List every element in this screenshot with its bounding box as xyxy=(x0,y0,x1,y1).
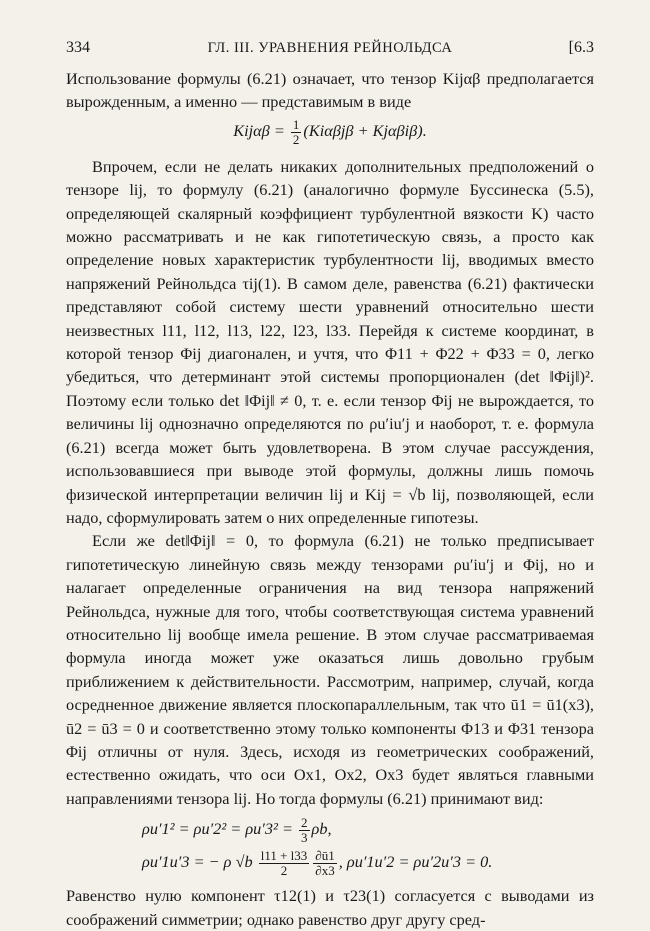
formula1-fraction xyxy=(291,118,302,147)
formula2-row2-fraction-2 xyxy=(313,849,336,878)
formula2-row-1 xyxy=(142,816,594,845)
section-number: [6.3 xyxy=(568,39,594,56)
paragraph-4: Равенство нулю компонент τ12(1) и τ23(1) согласуется с выводами из соображений симметрии; однако равенство друг другу сред- xyxy=(66,886,594,929)
formula2-row1-rhs: ρb, xyxy=(311,819,332,839)
formula-tensor-k xyxy=(66,118,594,147)
paragraph-3: Если же det‖Φij‖ = 0, то формула (6.21) не только предписывает гипотетическую линейную связь между тензорами ρu′iu′j и Φij, но и налагает определенные ограничения на вид тензора напряжений Рейнольдса, нужные для того, чтобы соответствующая система уравнений относительно lij вообще имела решение. В этом случае рассматриваемая формула иногда может уже оказаться лишь довольно грубым приближением к действительности. Рассмотрим, например, случай, когда осредненное движение является плоскопараллельным, так что ū1 = ū1(x3), ū2 = ū3 = 0 и соответственно этому только компоненты Φ13 и Φ31 тензора Φij отличны от нуля. Здесь, исходя из геометрических соображений, естественно ожидать, что оси Ox1, Ox2, Ox3 будет являться главными направлениями тензора lij. Но тогда формулы (6.21) принимают вид: xyxy=(66,531,594,808)
formula1-lhs: Kijαβ = xyxy=(233,121,289,141)
paragraph-2: Впрочем, если не делать никаких дополнительных предположений о тензоре lij, то формулу (6.21) (аналогично формуле Буссинеска (5.5), определяющей скалярный коэффициент турбулентной вязкости K) часто можно рассматривать и не как гипотетическую связь, а просто как определение новых характеристик турбулентности lij, вводимых вместо напряжений Рейнольдса τij(1). В самом деле, равенства (6.21) фактически представляют собой систему шести уравнений относительно шести неизвестных l11, l12, l13, l22, l23, l33. Перейдя к системе координат, в которой тензор Φij диагонален, и учтя, что Φ11 + Φ22 + Φ33 = 0, легко убедиться, что детерминант этой системы пропорционален (det ‖Φij‖)². Поэтому если только det ‖Φij‖ ≠ 0, т. е. если тензор Φij не вырождается, то величины lij однозначно определяются по ρu′iu′j и наоборот, т. е. формула (6.21) всегда может быть удовлетворена. В этом случае рассуждения, использовавшиеся при выводе этой формулы, должны лишь помочь физической интерпретации величин lij и Kij = √b lij, позволяющей, если надо, сформулировать затем о них определенные гипотезы. xyxy=(66,156,594,527)
formula1-frac-den: 2 xyxy=(292,131,300,147)
formula2-row2-frac1-num: l11 + l33 xyxy=(260,848,308,864)
formula2-row2-frac2-den: ∂x3 xyxy=(315,863,335,879)
page-body xyxy=(66,67,594,931)
formula2-row1-fraction xyxy=(299,816,310,845)
formula1-frac-num: 1 xyxy=(292,116,300,132)
chapter-title: ГЛ. III. УРАВНЕНИЯ РЕЙНОЛЬДСА xyxy=(207,40,453,56)
formula2-row2-frac1-den: 2 xyxy=(280,863,288,879)
formula2-row2-fraction-1 xyxy=(259,849,310,878)
formula2-row2-lhs: ρu′1u′3 = − ρ √b xyxy=(142,852,257,872)
formula2-row1-frac-den: 3 xyxy=(301,830,308,846)
formula2-row1-frac-num: 2 xyxy=(301,815,308,831)
formula1-rhs: (Kiαβjβ + Kjαβiβ). xyxy=(303,121,427,141)
formula-block-2 xyxy=(142,816,594,878)
formula2-row2-frac2-num: ∂ū1 xyxy=(315,848,335,864)
formula2-row1-lhs: ρu′1² = ρu′2² = ρu′3² = xyxy=(142,819,297,839)
page-number: 334 xyxy=(66,39,90,56)
paragraph-1: Использование формулы (6.21) означает, что тензор Kijαβ предполагается вырожденным, а именно — представимым в виде xyxy=(66,69,594,112)
formula2-row-2 xyxy=(142,849,594,878)
formula2-row2-rhs: , ρu′1u′2 = ρu′2u′3 = 0. xyxy=(338,852,493,872)
